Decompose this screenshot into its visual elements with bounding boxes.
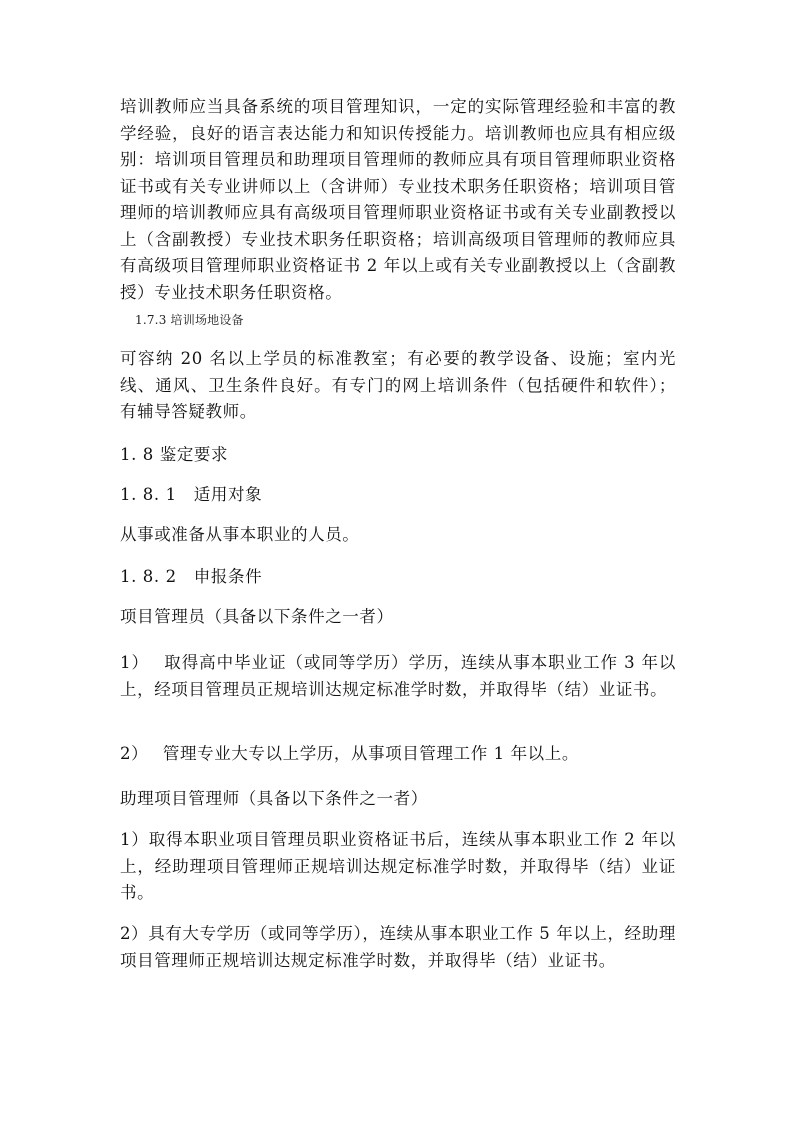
paragraph-project-administrator: 项目管理员（具备以下条件之一者） (120, 607, 394, 626)
paragraph-training-facilities: 可容纳 20 名以上学员的标准教室；有必要的教学设备、设施；室内光线、通风、卫生条件良好。有专门的网上培训条件（包括硬件和软件）；有辅导答疑教师。 (120, 349, 676, 421)
paragraph-assistant-project-manager: 助理项目管理师（具备以下条件之一者） (120, 789, 428, 808)
section-heading-1-8-2: 1. 8. 2 申报条件 (120, 567, 263, 586)
list-item-assistant-condition-2: 2）具有大专学历（或同等学历），连续从事本职业工作 5 年以上，经助理项目管理师正规培训达规定标准学时数，并取得毕（结）业证书。 (120, 924, 676, 970)
paragraph-trainer-requirements: 培训教师应当具备系统的项目管理知识，一定的实际管理经验和丰富的教学经验，良好的语言表达能力和知识传授能力。培训教师也应具有相应级别：培训项目管理员和助理项目管理师的教师应具有项目管理师职业资格证书或有关专业讲师以上（含讲师）专业技术职务任职资格；培训项目管理师的培训教师应具有高级项目管理师职业资格证书或有关专业副教授以上（含副教授）专业技术职务任职资格；培训高级项目管理师的教师应具有高级项目管理师职业资格证书 2 年以上或有关专业副教授以上（含副教授）专业技术职务任职资格。 (120, 97, 676, 302)
section-heading-1-7-3: 1.7.3 培训场地设备 (135, 313, 244, 327)
section-heading-1-8-1: 1. 8. 1 适用对象 (120, 485, 263, 504)
list-item-administrator-condition-1: 1） 取得高中毕业证（或同等学历）学历，连续从事本职业工作 3 年以上，经项目管理员正规培训达规定标准学时数，并取得毕（结）业证书。 (120, 653, 676, 699)
list-item-assistant-condition-1: 1）取得本职业项目管理员职业资格证书后，连续从事本职业工作 2 年以上，经助理项目管理师正规培训达规定标准学时数，并取得毕（结）业证书。 (120, 830, 676, 902)
section-heading-1-8: 1. 8 鉴定要求 (120, 445, 229, 464)
paragraph-target-audience: 从事或准备从事本职业的人员。 (120, 525, 360, 544)
list-item-administrator-condition-2: 2） 管理专业大专以上学历，从事项目管理工作 1 年以上。 (120, 744, 579, 763)
